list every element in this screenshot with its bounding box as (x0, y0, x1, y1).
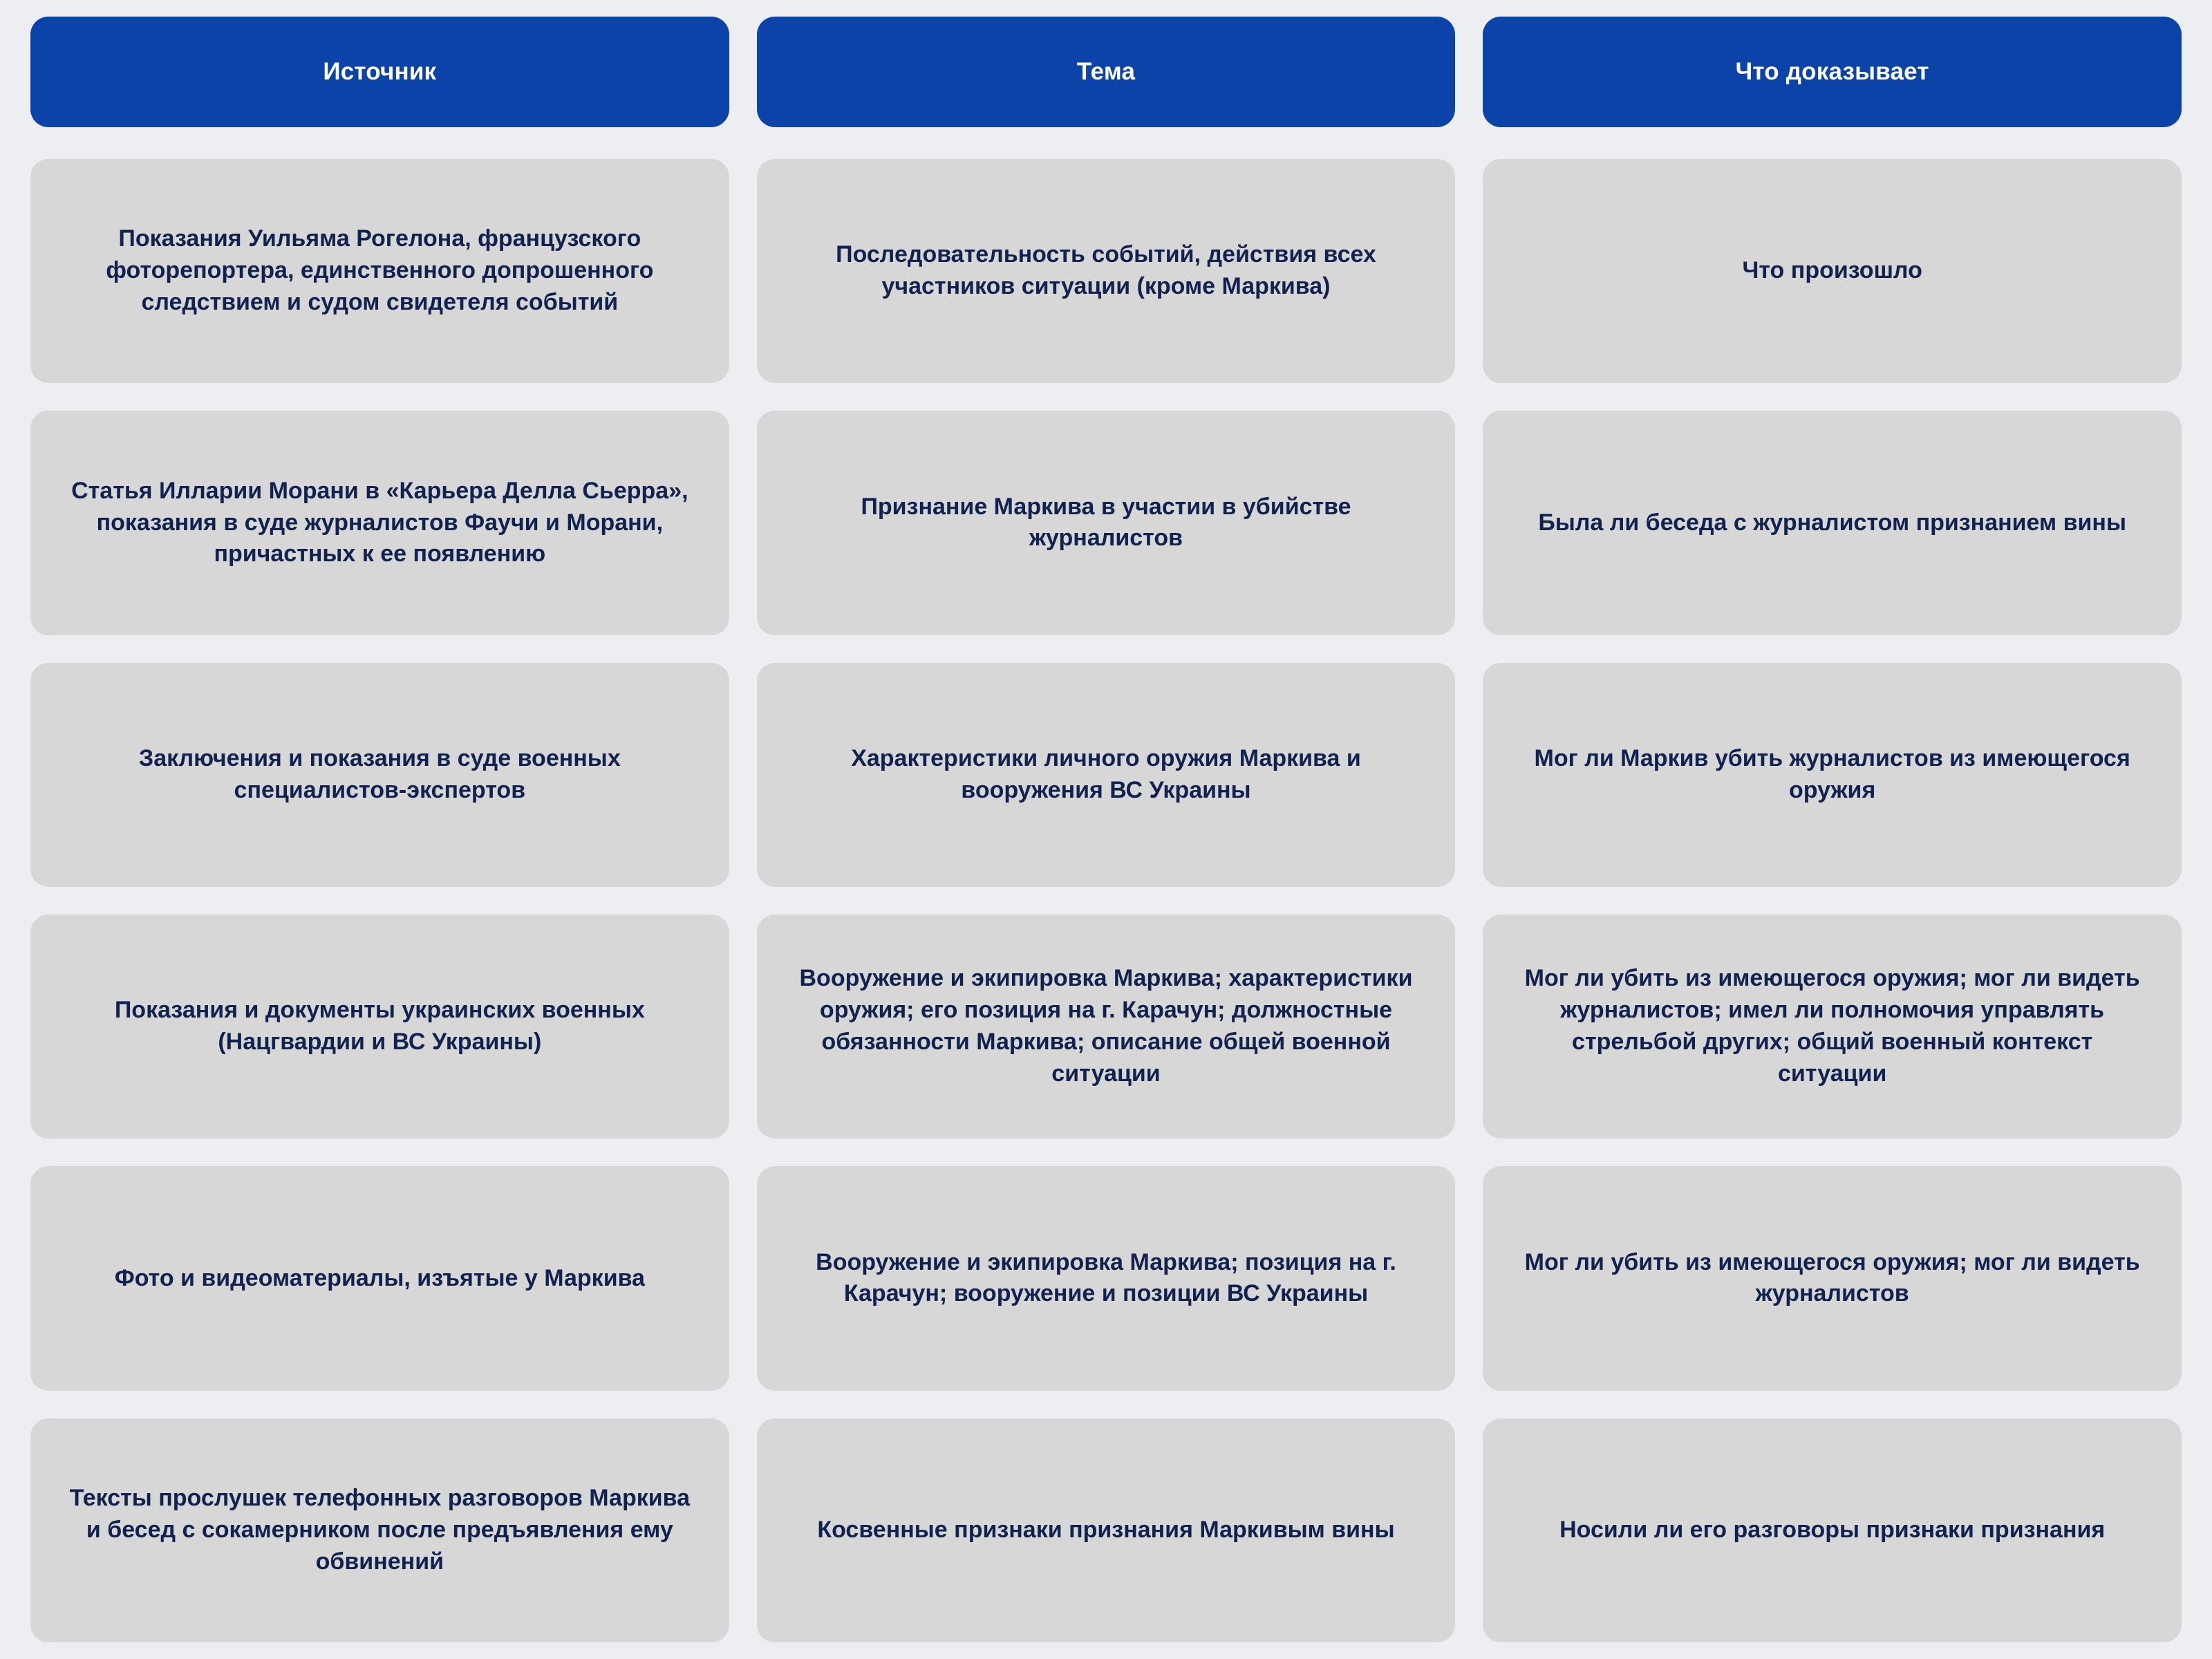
cell-source: Статья Илларии Морани в «Карьера Делла Сьерра», показания в суде журналистов Фаучи и Морани, причастных к ее появлению (30, 411, 729, 635)
table-row (30, 915, 2182, 1138)
cell-topic: Последовательность событий, действия всех участников ситуации (кроме Маркива) (757, 159, 1456, 383)
table-row (30, 1166, 2182, 1390)
cell-topic: Косвенные признаки признания Маркивым вины (757, 1418, 1456, 1642)
table-body (30, 159, 2182, 1642)
cell-proves: Что произошло (1483, 159, 2182, 383)
cell-source: Заключения и показания в суде военных специалистов-экспертов (30, 663, 729, 887)
table-row (30, 411, 2182, 635)
cell-source: Показания Уильяма Рогелона, французского фоторепортера, единственного допрошенного следствием и судом свидетеля событий (30, 159, 729, 383)
cell-source: Показания и документы украинских военных (Нацгвардии и ВС Украины) (30, 915, 729, 1138)
column-header-source: Источник (30, 17, 729, 127)
table-row (30, 663, 2182, 887)
table-row (30, 1418, 2182, 1642)
cell-topic: Признание Маркива в участии в убийстве журналистов (757, 411, 1456, 635)
cell-topic: Вооружение и экипировка Маркива; позиция на г. Карачун; вооружение и позиции ВС Украины (757, 1166, 1456, 1390)
cell-source: Фото и видеоматериалы, изъятые у Маркива (30, 1166, 729, 1390)
cell-source: Тексты прослушек телефонных разговоров Маркива и бесед с сокамерником после предъявления ему обвинений (30, 1418, 729, 1642)
column-header-proves: Что доказывает (1483, 17, 2182, 127)
cell-proves: Мог ли убить из имеющегося оружия; мог ли видеть журналистов; имел ли полномочия управлять стрельбой других; общий военный контекст ситуации (1483, 915, 2182, 1138)
table-row (30, 159, 2182, 383)
cell-proves: Была ли беседа с журналистом признанием вины (1483, 411, 2182, 635)
cell-proves: Мог ли Маркив убить журналистов из имеющегося оружия (1483, 663, 2182, 887)
cell-proves: Носили ли его разговоры признаки признания (1483, 1418, 2182, 1642)
cell-topic: Вооружение и экипировка Маркива; характеристики оружия; его позиция на г. Карачун; должностные обязанности Маркива; описание общей военной ситуации (757, 915, 1456, 1138)
column-header-topic: Тема (757, 17, 1456, 127)
table-header-row (30, 17, 2182, 127)
cell-topic: Характеристики личного оружия Маркива и вооружения ВС Украины (757, 663, 1456, 887)
cell-proves: Мог ли убить из имеющегося оружия; мог ли видеть журналистов (1483, 1166, 2182, 1390)
